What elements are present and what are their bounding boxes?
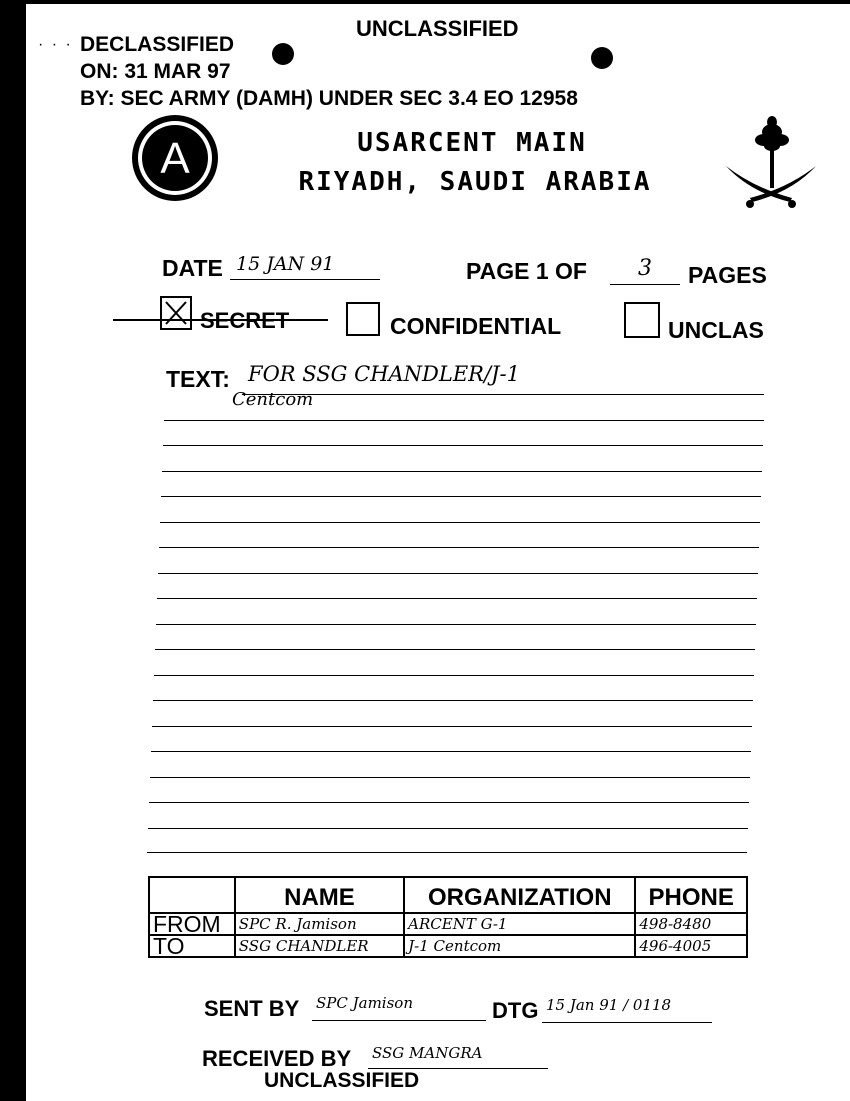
ruled-line: [161, 496, 761, 497]
classification-marking-bottom: UNCLASSIFIED: [264, 1069, 420, 1092]
dtg-label: DTG: [492, 998, 539, 1023]
received-by-label: RECEIVED BY: [202, 1046, 352, 1071]
text-line-2: Centcom: [232, 389, 314, 410]
speck-dots: · · ·: [38, 36, 73, 53]
ruled-line: [152, 726, 752, 727]
checkbox-unclas[interactable]: [624, 302, 660, 338]
date-label: DATE: [162, 255, 223, 281]
check-x-icon: [162, 298, 190, 328]
header-name: NAME: [235, 877, 404, 913]
row-label-to: TO: [149, 935, 235, 957]
declass-line-1: DECLASSIFIED: [80, 33, 235, 56]
header-organization: ORGANIZATION: [404, 877, 635, 913]
third-army-emblem-icon: [130, 113, 220, 203]
from-name: SPC R. Jamison: [235, 913, 404, 935]
from-phone: 498-8480: [635, 913, 747, 935]
ruled-line: [163, 445, 763, 446]
ruled-line: [164, 420, 764, 421]
page-total-field: [610, 256, 680, 285]
ruled-line: [156, 624, 756, 625]
header-phone: PHONE: [635, 877, 747, 913]
ruled-line: [160, 522, 760, 523]
text-line-1: FOR SSG CHANDLER/J-1: [248, 362, 520, 386]
punch-hole-left: [272, 43, 294, 65]
label-secret: SECRET: [200, 308, 290, 333]
ruled-line: [148, 828, 748, 829]
label-confidential: CONFIDENTIAL: [390, 313, 562, 339]
label-unclas: UNCLAS: [668, 317, 764, 343]
sent-by-label: SENT BY: [204, 996, 300, 1021]
ruled-line: [154, 675, 754, 676]
checkbox-secret[interactable]: [160, 296, 192, 330]
ruled-line: [158, 573, 758, 574]
text-label: TEXT:: [166, 366, 230, 392]
checkbox-confidential[interactable]: [346, 302, 380, 336]
pages-label: PAGES: [688, 262, 767, 288]
header-title-2: RIYADH, SAUDI ARABIA: [298, 167, 652, 197]
classification-marking-top: UNCLASSIFIED: [356, 16, 519, 41]
from-org: ARCENT G-1: [404, 913, 635, 935]
dtg-field: [542, 996, 712, 1023]
ruled-line: [242, 394, 764, 395]
sent-by-field: [312, 994, 486, 1021]
emblem-letter: A: [160, 134, 190, 183]
header-title-1: USARCENT MAIN: [357, 128, 587, 158]
ruled-line: [157, 598, 757, 599]
ruled-line: [155, 649, 755, 650]
ruled-line: [153, 700, 753, 701]
dtg-value: 15 Jan 91 / 0118: [546, 996, 672, 1014]
declass-line-2: ON: 31 MAR 97: [80, 60, 231, 83]
top-rule: [0, 0, 850, 4]
date-field: [230, 253, 380, 280]
table-row: [149, 913, 747, 935]
declass-line-3: BY: SEC ARMY (DAMH) UNDER SEC 3.4 EO 12958: [80, 87, 578, 110]
received-by-field: [368, 1044, 548, 1069]
to-org: J-1 Centcom: [404, 935, 635, 957]
table-row: [149, 935, 747, 957]
page-total: 3: [638, 256, 652, 281]
palm-swords-emblem-icon: [720, 112, 820, 216]
ruled-line: [147, 852, 747, 853]
header-blank: [149, 877, 235, 913]
to-phone: 496-4005: [635, 935, 747, 957]
ruled-line: [149, 802, 749, 803]
to-name: SSG CHANDLER: [235, 935, 404, 957]
row-label-from: FROM: [149, 913, 235, 935]
page-label: PAGE 1 OF: [466, 258, 587, 284]
secret-strike: [113, 319, 328, 321]
scan-edge: [0, 0, 26, 1101]
table-header-row: [149, 877, 747, 913]
punch-hole-right: [591, 47, 613, 69]
contact-table: [148, 876, 748, 958]
ruled-line: [150, 777, 750, 778]
sent-by-value: SPC Jamison: [316, 994, 413, 1012]
date-value: 15 JAN 91: [236, 253, 335, 275]
ruled-line: [151, 751, 751, 752]
ruled-line: [162, 471, 762, 472]
ruled-line: [159, 547, 759, 548]
received-by-value: SSG MANGRA: [372, 1044, 483, 1062]
